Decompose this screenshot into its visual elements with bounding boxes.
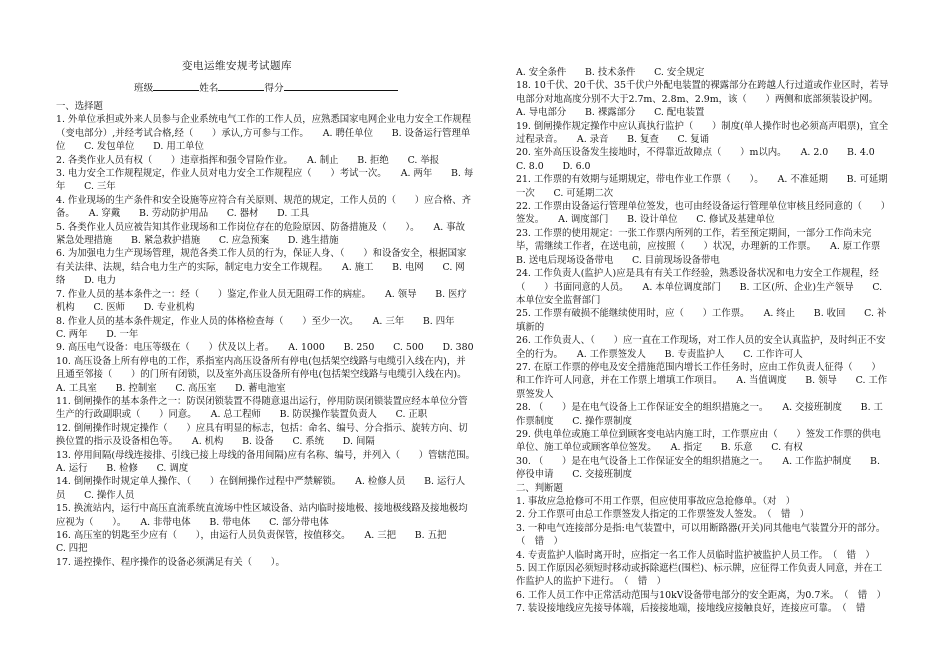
question-11: 11. 倒闸操作的基本条件之一：防误闭锁装置不得随意退出运行，停用防误闭锁装置应经本单位分管生产的行政副职或（ ）同意。 A. 总工程师 B. 防误操作装置负责人 C. 正职	[56, 395, 468, 421]
question-21: 21. 工作票的有效期与延期规定，带电作业工作票（ ）。 A. 不准延期 B. 可延期一次 C. 可延期二次	[516, 174, 888, 199]
right-column	[516, 66, 900, 616]
question-4: 4. 作业现场的生产条件和安全设施等应符合有关原则、规范的规定，工作人员的（ ）应合格、齐备。 A. 穿戴 B. 劳动防护用品 C. 器材 D. 工具	[56, 194, 472, 220]
question-28: 28. （ ）是在电气设备上工作保证安全的组织措施之一。 A. 交接班制度 B. 工作票制度 C. 操作票制度	[516, 402, 883, 427]
section-heading-choice: 一、选择题	[56, 101, 103, 112]
name-label: 姓名	[199, 83, 219, 94]
name-blank	[218, 81, 264, 91]
question-17-options: A. 安全条件 B. 技术条件 C. 安全规定	[516, 67, 705, 78]
exam-header-fields	[134, 80, 398, 94]
judge-5: 5. 因工作原因必须短时移动或拆除遮栏(围栏)、标示牌，应征得工作负责人同意，并在工作监护人的监护下进行。 （ 错 ）	[516, 563, 883, 588]
question-24: 24. 工作负责人(监护人)应是具有有关工作经验，熟悉设备状况和电力安全工作规程，经（ ）书面同意的人员。 A. 本单位调度部门 B. 工区(所、企业)生产领导 C. 本单位安全监督部门	[516, 268, 883, 306]
class-label: 班级	[134, 83, 154, 94]
question-12: 12. 倒闸操作时规定操作（ ）应具有明显的标志，包括：命名、编号、分合指示、旋转方向、切换位置的指示及设备相色等。 A. 机构 B. 设备 C. 系统 D. 间隔	[56, 422, 468, 448]
judge-6: 6. 工作人员工作中正常活动范围与10kV设备带电部分的安全距离，为0.7米。 （ 错 ）	[516, 589, 886, 601]
judge-2: 2. 分工作票可由总工作票签发人指定的工作票签发人签发。 （ 错 ）	[516, 509, 810, 521]
question-19: 19. 倒闸操作规定操作中应认真执行监护（ ）制度(单人操作时也必须高声唱票)，宜全过程录音。 A. 录音 B. 复查 C. 复诵	[516, 120, 889, 146]
question-13: 13. 停用间隔(母线连接排、引线已接上母线的备用间隔)应有名称、编号，并列入（ ）管辖范围。 A. 运行 B. 检修 C. 调度	[56, 449, 490, 474]
question-30: 30. （ ）是在电气设备上工作保证安全的组织措施之一。 A. 工作监护制度 B. 停役申请 C. 交接班制度	[516, 455, 880, 481]
score-blank-extra	[330, 81, 398, 91]
question-26: 26. 工作负责人、（ ）应一直在工作现场，对工作人员的安全认真监护，及时纠正不安全的行为。 A. 工作票签发人 B. 专责监护人 C. 工作许可人	[516, 335, 886, 360]
judge-3: 3. 一种电气连接部分是指:电气装置中，可以用断路器(开关)同其他电气装置分开的部分。 （ 错 ）	[516, 522, 890, 548]
score-label: 得分	[264, 83, 284, 94]
class-blank	[153, 81, 199, 91]
question-2: 2. 各类作业人员有权（ ）违章指挥和强令冒险作业。 A. 制止 B. 拒绝 C. 举报	[56, 154, 440, 166]
question-10: 10. 高压设备上所有停电的工作，系指室内高压设备所有停电(包括架空线路与电缆引入线在内)，并且通至邻接（ ）的门所有闭锁，以及室外高压设备所有停电(包括架空线路与电缆引入线在内)。 A. 工具室 B. 控制室 C. 高压室 D. 蓄电池室	[56, 355, 481, 394]
judge-7: 7. 装设接地线应先接导体端，后接接地端，接地线应接触良好，连接应可靠。 （ 错	[516, 603, 866, 615]
question-5: 5. 各类作业人员应被告知其作业现场和工作岗位存在的危险原因、防备措施及（ ）。 A. 事故紧急处理措施 B. 紧急救护措施 C. 应急预案 D. 逃生措施	[56, 221, 466, 247]
judge-1: 1. 事故应急抢修可不用工作票，但应使用事故应急抢修单。（对 ）	[516, 496, 796, 507]
question-22: 22. 工作票由设备运行管理单位签发，也可由经设备运行管理单位审核且经同意的（ ）签发。 A. 调度部门 B. 设计单位 C. 修试及基建单位	[516, 201, 886, 226]
question-25: 25. 工作票有破损不能继续使用时，应（ ）工作票。 A. 终止 B. 收回 C. 补填新的	[516, 308, 887, 333]
question-6: 6. 为加强电力生产现场管理，规范各类工作人员的行为，保证人身、（ ）和设备安全，根据国家有关法律、法规，结合电力生产的实际，制定电力安全工作规程。 A. 施工 B. 电网 C. 网络 D. 电力	[56, 248, 467, 287]
question-15: 15. 换流站内，运行中高压直流系统直流场中性区域设备、站内临时接地极、接地极线路及接地极均应视为（ ）。 A. 非带电体 B. 带电体 C. 部分带电体	[56, 503, 468, 528]
question-7: 7. 作业人员的基本条件之一：经（ ）鉴定,作业人员无阻碍工作的病症。 A. 领导 B. 医疗机构 C. 医师 D. 专业机构	[56, 288, 467, 314]
section-heading-judge: 二、判断题	[516, 482, 563, 494]
question-8: 8. 作业人员的基本条件规定，作业人员的体格检查每（ ）至少一次。 A. 三年 B. 四年 C. 两年 D. 一年	[56, 315, 474, 340]
question-23: 23. 工作票的使用规定：一张工作票内所列的工作，若至预定期间，一部分工作尚未完毕，需继续工作者，在送电前，应按照（ ）状况，办理新的工作票。 A. 原工作票 B. 送电后现场设备带电 C. 目前现场设备带电	[516, 227, 900, 266]
score-blank	[284, 81, 330, 91]
question-27: 27. 在原工作票的停电及安全措施范围内增长工作任务时，应由工作负责人征得（ ）和工作许可人同意，并在工作票上增填工作项目。 A. 当值调度 B. 领导 C. 工作票签发人	[516, 361, 888, 400]
question-14: 14. 倒闸操作时规定单人操作、（ ）在倒闸操作过程中严禁解锁。 A. 检修人员 B. 运行人员 C. 操作人员	[56, 476, 466, 501]
left-column	[56, 100, 490, 569]
document-title: 变电运维安规考试题库	[182, 60, 292, 72]
question-9: 9. 高压电气设备：电压等级在（ ）伏及以上者。 A. 1000 B. 250 C. 500 D. 380	[56, 342, 474, 354]
question-20: 20. 室外高压设备发生接地时，不得靠近故障点（ ）m以内。 A. 2.0 B. 4.0 C. 8.0 D. 6.0	[516, 147, 894, 172]
judge-4: 4. 专责监护人临时离开时，应指定一名工作人员临时监护被监护人员工作。 （ 错 ）	[516, 549, 875, 561]
question-3: 3. 电力安全工作规程规定，作业人员对电力安全工作规程应（ ）考试一次。 A. 两年 B. 每年 C. 三年	[56, 168, 474, 193]
question-17: 17. 遥控操作、程序操作的设备必须满足有关（ ）。	[56, 556, 285, 568]
question-18: 18. 10千伏、20千伏、35千伏户外配电装置的裸露部分在跨越人行过道或作业区时，若导电部分对地高度分别不大于2.7m、2.8m、2.9m，该（ ）两侧和底部须装设护网。 A. 导电部分 B. 裸露部分 C. 配电装置	[516, 80, 893, 119]
question-29: 29. 供电单位或施工单位到顾客变电站内施工时，工作票应由（ ）签发工作票的供电单位、施工单位或顾客单位签发。 A. 指定 B. 乐意 C. 有权	[516, 428, 881, 454]
question-16: 16. 高压室的钥匙至少应有（ ），由运行人员负责保管，按值移交。 A. 三把 B. 五把 C. 四把	[56, 530, 466, 555]
question-1: 1. 外单位承担或外来人员参与企业系统电气工作的工作人员，应熟悉国家电网企业电力安全工作规程（变电部分）,并经考试合格,经（ ）承认,方可参与工作。 A. 聘任单位 B. 设备运行管理单位 C. 发包单位 D. 用工单位	[56, 114, 472, 153]
